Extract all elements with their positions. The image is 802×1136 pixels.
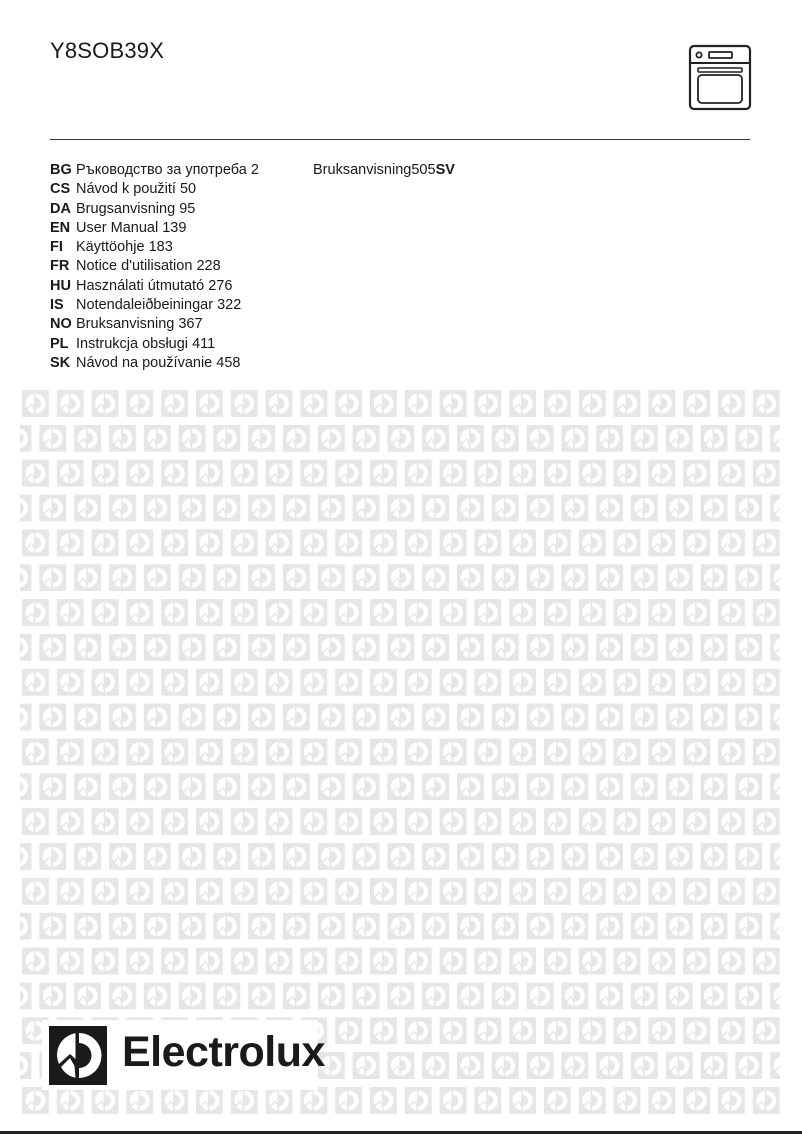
language-item: FR Notice d'utilisation 228	[50, 258, 221, 275]
language-item: BG Ръководство за употреба 2	[50, 162, 259, 178]
language-item: HU Használati útmutató 276	[50, 277, 233, 294]
language-item: EN User Manual 139	[50, 219, 187, 236]
language-item: SK Návod na používanie 458	[50, 354, 241, 371]
footer-divider	[0, 1131, 802, 1134]
language-item: Bruksanvisning 505SV	[313, 162, 455, 178]
language-item: IS Notendaleiðbeiningar 322	[50, 297, 242, 314]
language-item: FI Käyttöohje 183	[50, 239, 173, 256]
language-item: NO Bruksanvisning 367	[50, 316, 203, 333]
model-title: Y8SOB39X	[50, 38, 165, 63]
brand-name: Electrolux	[122, 1028, 325, 1076]
electrolux-logo-icon	[49, 1026, 107, 1085]
language-item: CS Návod k použití 50	[50, 181, 197, 198]
language-item: PL Instrukcja obsługi 411	[50, 335, 216, 352]
electrolux-logo	[42, 1020, 325, 1090]
language-item: DA Brugsanvisning 95	[50, 200, 196, 217]
